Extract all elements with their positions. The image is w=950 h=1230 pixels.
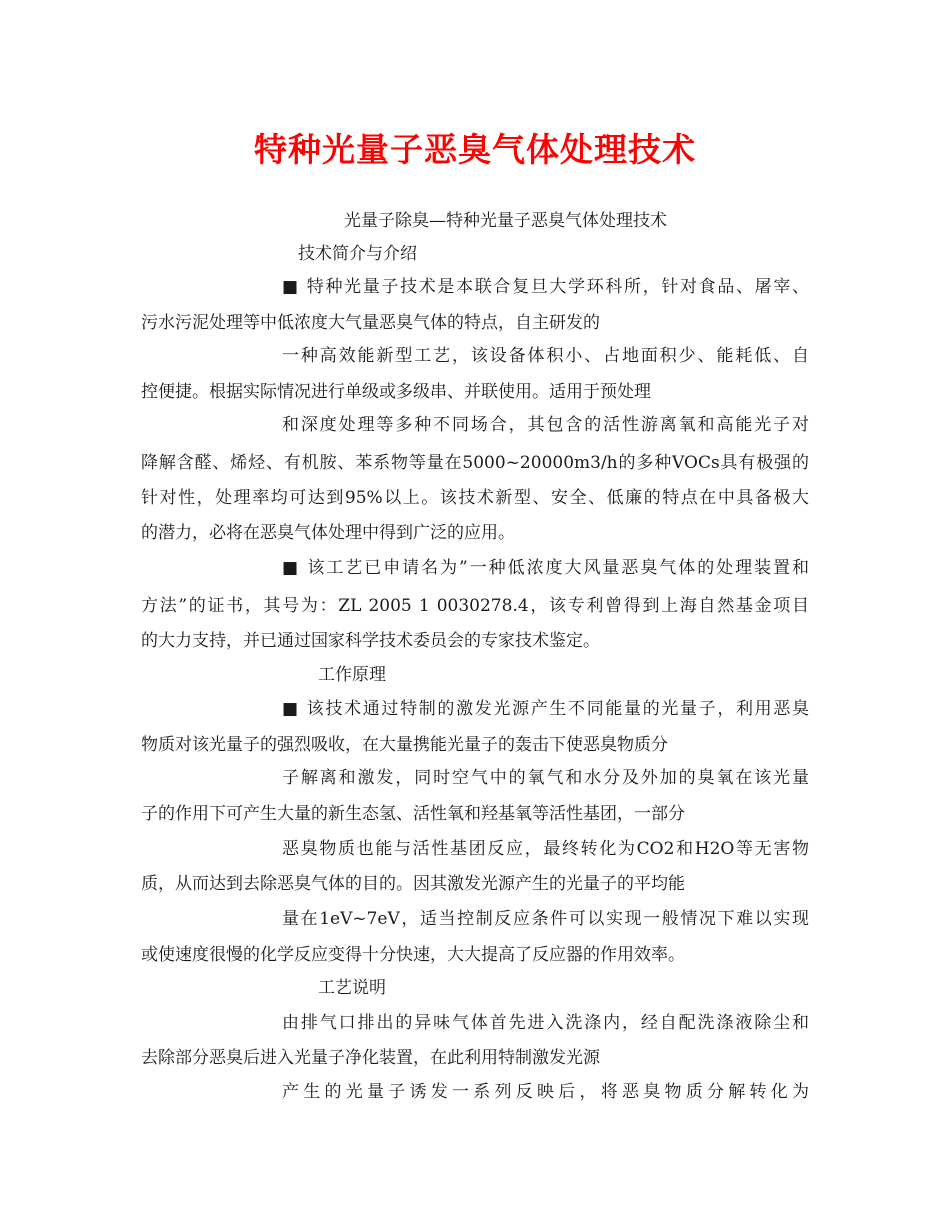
section-heading-principle: 工作原理 bbox=[318, 665, 386, 685]
section-heading-process: 工艺说明 bbox=[318, 978, 386, 998]
subtitle-line: 光量子除臭—特种光量子恶臭气体处理技术 bbox=[344, 211, 667, 231]
document-title: 特种光量子恶臭气体处理技术 bbox=[254, 130, 696, 169]
paragraph-line: 子的作用下可产生大量的新生态氢、活性氧和羟基氧等活性基团，一部分 bbox=[141, 804, 685, 824]
paragraph-line: 的大力支持，并已通过国家科学技术委员会的专家技术鉴定。 bbox=[141, 631, 600, 651]
paragraph-line: 量在1eV~7eV，适当控制反应条件可以实现一般情况下难以实现 bbox=[282, 909, 809, 929]
paragraph-line: 子解离和激发，同时空气中的氧气和水分及外加的臭氧在该光量 bbox=[282, 768, 809, 788]
paragraph-line: 和深度处理等多种不同场合，其包含的活性游离氧和高能光子对 bbox=[282, 415, 809, 435]
section-heading-intro: 技术简介与介绍 bbox=[298, 244, 417, 264]
paragraph-line: ■ 特种光量子技术是本联合复旦大学环科所，针对食品、屠宰、 bbox=[282, 277, 809, 297]
paragraph-line: 物质对该光量子的强烈吸收，在大量携能光量子的轰击下使恶臭物质分 bbox=[141, 735, 668, 755]
paragraph-line: ■ 该技术通过特制的激发光源产生不同能量的光量子，利用恶臭 bbox=[282, 699, 809, 719]
paragraph-line: 污水污泥处理等中低浓度大气量恶臭气体的特点，自主研发的 bbox=[141, 313, 600, 333]
paragraph-line: 的潜力，必将在恶臭气体处理中得到广泛的应用。 bbox=[141, 523, 515, 543]
paragraph-line: 去除部分恶臭后进入光量子净化装置，在此利用特制激发光源 bbox=[141, 1048, 600, 1068]
paragraph-line: 由排气口排出的异味气体首先进入洗涤内，经自配洗涤液除尘和 bbox=[282, 1013, 809, 1033]
paragraph-line: 针对性，处理率均可达到95%以上。该技术新型、安全、低廉的特点在中具备极大 bbox=[141, 488, 809, 508]
paragraph-line: 恶臭物质也能与活性基团反应，最终转化为CO2和H2O等无害物 bbox=[282, 839, 809, 859]
paragraph-line: 降解含醛、烯烃、有机胺、苯系物等量在5000~20000m3/h的多种VOCs具有极强的 bbox=[141, 453, 809, 473]
paragraph-line: 质，从而达到去除恶臭气体的目的。因其激发光源产生的光量子的平均能 bbox=[141, 874, 685, 894]
paragraph-line: 控便捷。根据实际情况进行单级或多级串、并联使用。适用于预处理 bbox=[141, 382, 651, 402]
paragraph-line: 或使速度很慢的化学反应变得十分快速，大大提高了反应器的作用效率。 bbox=[141, 945, 685, 965]
paragraph-line: ■ 该工艺已申请名为”一种低浓度大风量恶臭气体的处理装置和 bbox=[282, 558, 809, 578]
paragraph-line: 方法”的证书，其号为：ZL 2005 1 0030278.4，该专利曾得到上海自然基金项目 bbox=[141, 596, 809, 616]
paragraph-line: 一种高效能新型工艺，该设备体积小、占地面积少、能耗低、自 bbox=[282, 346, 809, 366]
paragraph-line: 产生的光量子诱发一系列反映后，将恶臭物质分解转化为 bbox=[282, 1082, 809, 1102]
